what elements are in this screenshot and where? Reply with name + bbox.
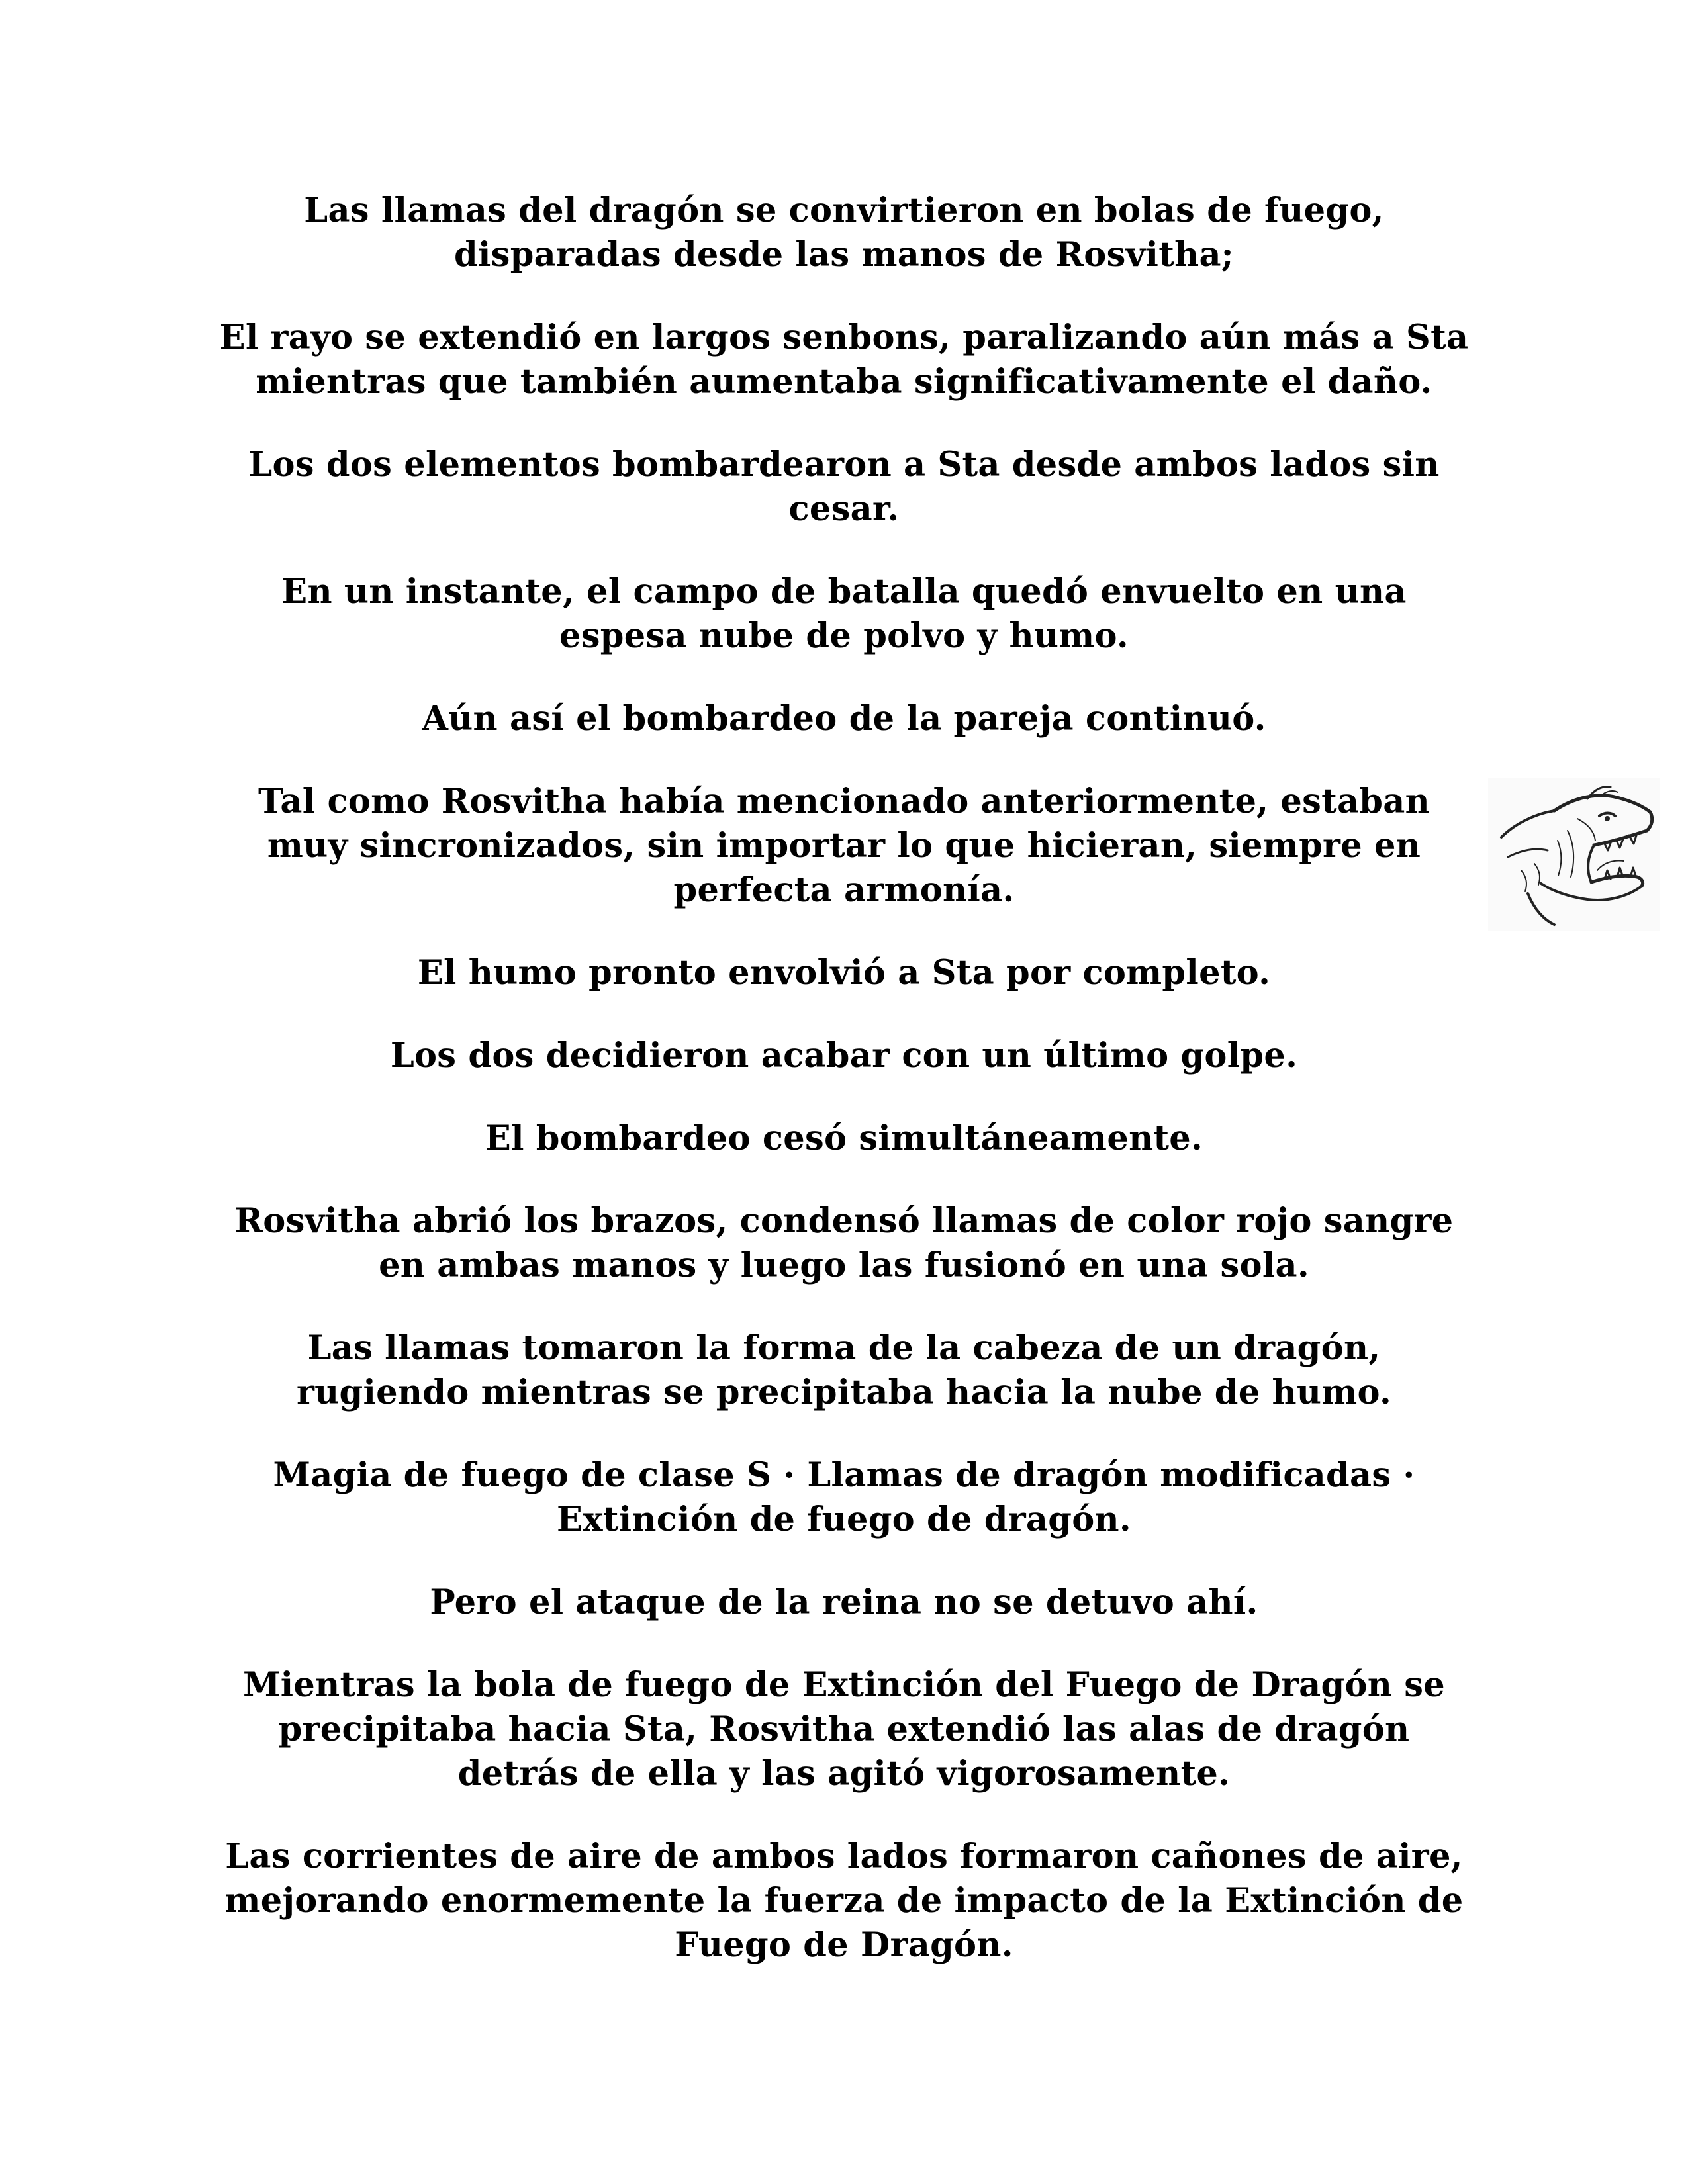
paragraph: Rosvitha abrió los brazos, condensó llamas de color rojo sangre en ambas manos y luego las fusionó en una sola. (234, 1201, 1454, 1285)
paragraph: Tal como Rosvitha había mencionado anteriormente, estaban muy sincronizados, sin importar lo que hicieran, siempre en perfecta armonía. (258, 782, 1430, 910)
paragraph: El humo pronto envolvió a Sta por completo. (417, 953, 1271, 993)
dragon-head-sketch-icon (1488, 778, 1660, 931)
paragraph: Las llamas del dragón se convirtieron en bolas de fuego, disparadas desde las manos de Rosvitha; (304, 191, 1384, 275)
paragraph: El rayo se extendió en largos senbons, paralizando aún más a Sta mientras que también aumentaba significativamente el daño. (219, 318, 1469, 402)
paragraph: Magia de fuego de clase S · Llamas de dragón modificadas · Extinción de fuego de dragón. (273, 1455, 1415, 1539)
paragraph: Pero el ataque de la reina no se detuvo ahí. (430, 1582, 1258, 1622)
paragraph: Aún así el bombardeo de la pareja continuó. (422, 699, 1266, 739)
paragraph: Las llamas tomaron la forma de la cabeza de un dragón, rugiendo mientras se precipitaba hacia la nube de humo. (296, 1328, 1392, 1412)
paragraph: En un instante, el campo de batalla quedó envuelto en una espesa nube de polvo y humo. (281, 572, 1407, 656)
paragraph: Mientras la bola de fuego de Extinción del Fuego de Dragón se precipitaba hacia Sta, Rosvitha extendió las alas de dragón detrás de ella y las agitó vigorosamente. (243, 1665, 1445, 1794)
paragraph: Los dos elementos bombardearon a Sta desde ambos lados sin cesar. (248, 445, 1440, 529)
paragraph: Los dos decidieron acabar con un último golpe. (390, 1036, 1298, 1075)
story-text (218, 189, 1470, 2006)
paragraph: El bombardeo cesó simultáneamente. (485, 1118, 1203, 1158)
paragraph: Las corrientes de aire de ambos lados formaron cañones de aire, mejorando enormemente la fuerza de impacto de la Extinción de Fuego de Dragón. (224, 1837, 1464, 1965)
